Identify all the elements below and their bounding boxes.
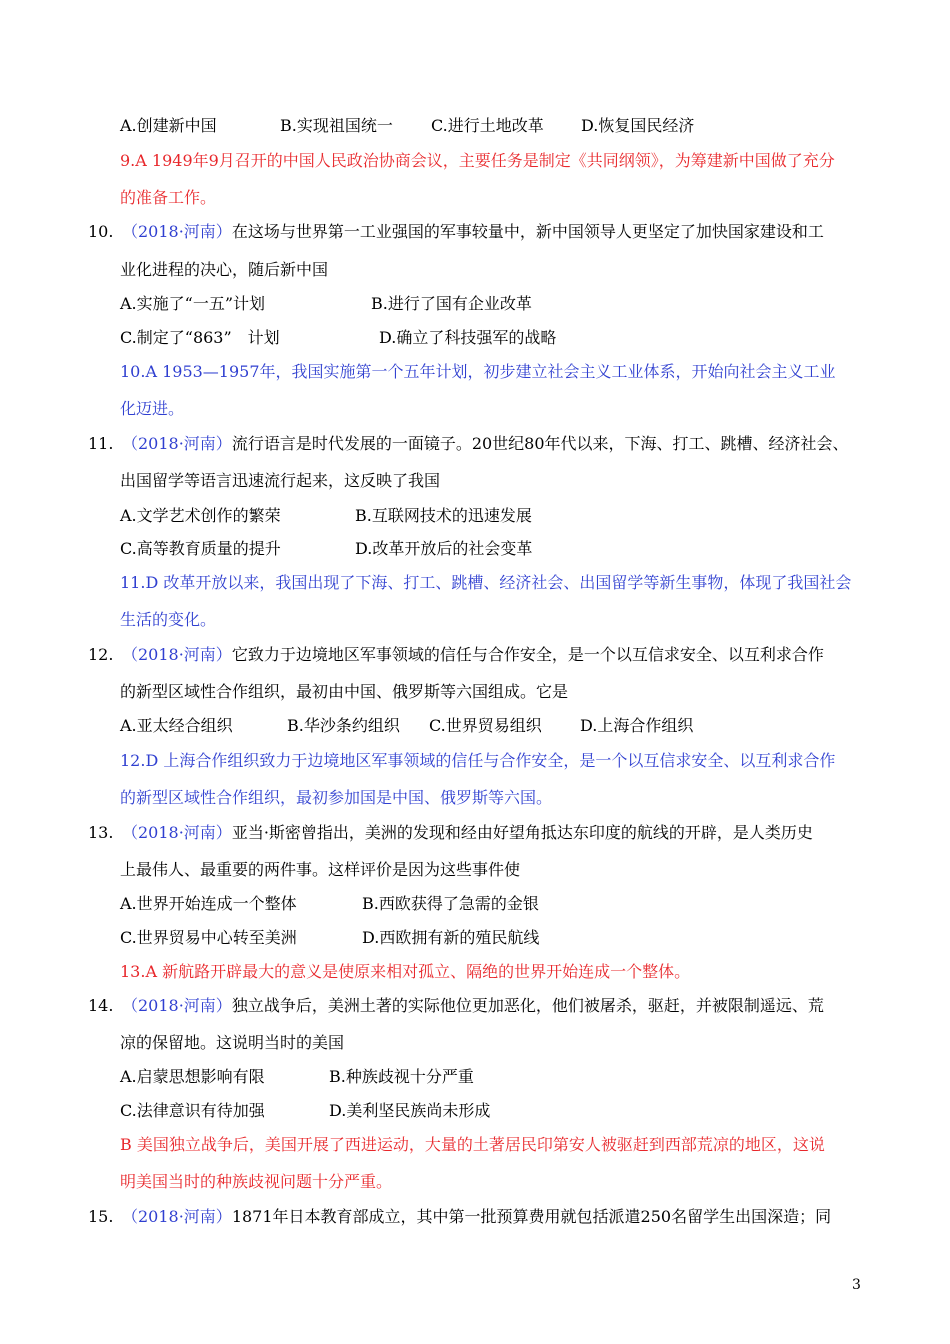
page-number: 3 [852,1277,861,1293]
q9-option-d: D.恢复国民经济 [581,116,695,135]
q11-answer-line2: 生活的变化。 [120,610,217,629]
q10-stem-line1 [88,222,824,242]
q13-option-d: D.西欧拥有新的殖民航线 [362,928,540,947]
q11-option-b: B.互联网技术的迅速发展 [355,506,532,525]
q12-stem-line1 [88,645,824,665]
q13-source: （2018·河南） [122,823,232,842]
q13-option-a: A.世界开始连成一个整体 [120,894,297,913]
q11-stem-text: 流行语言是时代发展的一面镜子。20世纪80年代以来，下海、打工、跳槽、经济社会、 [231,434,849,453]
q13-options-row2 [120,928,539,948]
q10-options-row1 [120,294,532,314]
q15-number: 15. [88,1207,114,1226]
q14-stem-line1 [88,996,824,1016]
q12-option-a: A.亚太经合组织 [120,716,233,735]
q10-source: （2018·河南） [122,222,232,241]
q11-options-row1 [120,506,532,526]
q13-stem-text: 亚当·斯密曾指出，美洲的发现和经由好望角抵达东印度的航线的开辟，是人类历史 [231,823,813,842]
q10-option-d: D.确立了科技强军的战略 [379,328,557,347]
q12-stem-line2: 的新型区域性合作组织，最初由中国、俄罗斯等六国组成。它是 [120,682,569,701]
q11-option-d: D.改革开放后的社会变革 [355,539,533,558]
q11-source: （2018·河南） [122,434,232,453]
q13-options-row1 [120,894,539,914]
q14-option-b: B.种族歧视十分严重 [329,1067,474,1086]
q9-answer-line1: 9.A 1949年9月召开的中国人民政治协商会议，主要任务是制定《共同纲领》，为筹建新中国做了充分 [120,151,835,170]
q10-answer-line2: 化迈进。 [120,399,185,418]
q9-answer-line2: 的准备工作。 [120,188,217,207]
q14-option-c: C.法律意识有待加强 [120,1101,265,1120]
q10-stem-line2: 业化进程的决心，随后新中国 [120,260,329,279]
q14-stem-text: 独立战争后，美洲土著的实际他位更加恶化，他们被屠杀，驱赶，并被限制遥远、荒 [231,996,824,1015]
q10-option-b: B.进行了国有企业改革 [371,294,532,313]
q9-option-a: A.创建新中国 [120,116,217,135]
q11-stem-line1 [88,434,849,454]
q14-number: 14. [88,996,114,1015]
q11-number: 11. [88,434,114,453]
q13-answer-line1: 13.A 新航路开辟最大的意义是使原来相对孤立、隔绝的世界开始连成一个整体。 [120,962,691,981]
q12-option-d: D.上海合作组织 [580,716,694,735]
q15-source: （2018·河南） [122,1207,232,1226]
q12-answer-line1: 12.D 上海合作组织致力于边境地区军事领域的信任与合作安全，是一个以互信求安全、以互利求合作 [120,751,836,770]
q12-source: （2018·河南） [122,645,232,664]
q13-option-b: B.西欧获得了急需的金银 [362,894,539,913]
q10-stem-text: 在这场与世界第一工业强国的军事较量中，新中国领导人更坚定了加快国家建设和工 [231,222,824,241]
q10-option-a: A.实施了“一五”计划 [120,294,266,313]
q14-option-a: A.启蒙思想影响有限 [120,1067,265,1086]
q11-answer-line1: 11.D 改革开放以来，我国出现了下海、打工、跳槽、经济社会、出国留学等新生事物，体现了我国社会 [120,573,852,592]
q14-options-row1 [120,1067,474,1087]
q13-number: 13. [88,823,114,842]
q9-options [120,116,694,136]
q9-option-b: B.实现祖国统一 [280,116,393,135]
q10-option-c: C.制定了“863” 计划 [120,328,280,347]
q9-option-c: C.进行土地改革 [431,116,544,135]
q14-stem-line2: 凉的保留地。这说明当时的美国 [120,1033,345,1052]
q10-number: 10. [88,222,114,241]
q14-options-row2 [120,1101,490,1121]
q10-options-row2 [120,328,556,348]
q12-answer-line2: 的新型区域性合作组织，最初参加国是中国、俄罗斯等六国。 [120,788,553,807]
q14-answer-line2: 明美国当时的种族歧视问题十分严重。 [120,1172,393,1191]
q12-number: 12. [88,645,114,664]
q13-option-c: C.世界贸易中心转至美洲 [120,928,297,947]
q10-answer-line1: 10.A 1953—1957年，我国实施第一个五年计划，初步建立社会主义工业体系，开始向社会主义工业 [120,362,836,381]
q11-option-c: C.高等教育质量的提升 [120,539,281,558]
q12-option-c: C.世界贸易组织 [429,716,542,735]
q11-option-a: A.文学艺术创作的繁荣 [120,506,281,525]
q15-stem-line1 [88,1207,831,1227]
q13-stem-line1 [88,823,813,843]
q14-source: （2018·河南） [122,996,232,1015]
q15-stem-text: 1871年日本教育部成立，其中第一批预算费用就包括派遣250名留学生出国深造；同 [231,1207,832,1226]
q13-stem-line2: 上最伟人、最重要的两件事。这样评价是因为这些事件使 [120,860,521,879]
q12-options [120,716,693,736]
q14-option-d: D.美利坚民族尚未形成 [329,1101,491,1120]
q12-stem-text: 它致力于边境地区军事领域的信任与合作安全，是一个以互信求安全、以互利求合作 [231,645,824,664]
q11-stem-line2: 出国留学等语言迅速流行起来，这反映了我国 [120,471,441,490]
q14-answer-line1: B 美国独立战争后，美国开展了西进运动，大量的土著居民印第安人被驱赶到西部荒凉的地区，这说 [120,1135,825,1154]
q11-options-row2 [120,539,532,559]
q12-option-b: B.华沙条约组织 [287,716,400,735]
